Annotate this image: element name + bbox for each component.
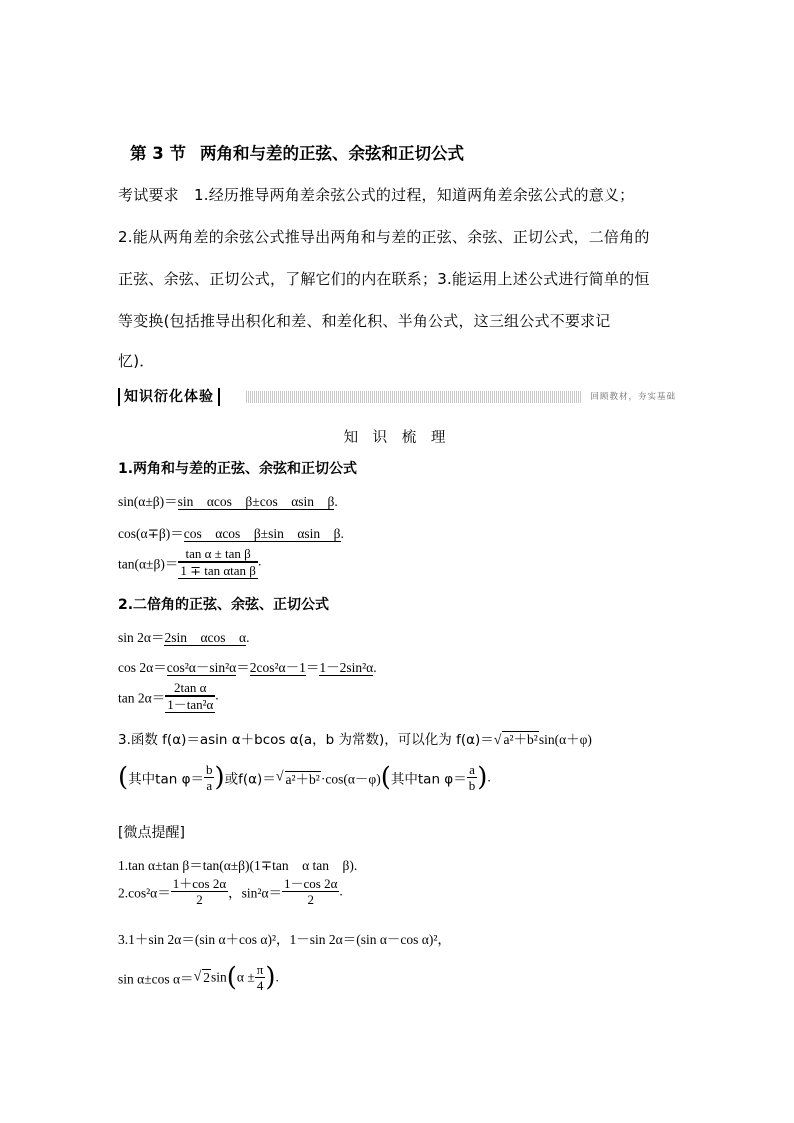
- tip-1: 1.tan α±tan β＝tan(α±β)(1∓tan α tan β).: [118, 858, 358, 873]
- sqrt-icon: √: [275, 769, 284, 785]
- cos-double-lhs: cos 2α＝: [118, 660, 167, 675]
- tip-2-f1-numerator: 1＋cos 2α: [172, 876, 227, 891]
- cos-sum-rhs: cos αcos β±sin αsin β: [183, 526, 341, 541]
- sin-sum-lhs: sin(α±β)＝: [118, 494, 178, 509]
- equals-sign-2: ＝: [305, 660, 320, 675]
- tip-4-fraction: [255, 962, 266, 993]
- tan-sum-lhs: tan(α±β)＝: [118, 556, 179, 572]
- tip-2-f1-denominator: 2: [171, 891, 228, 907]
- formula-sin-sum: sin(α±β)＝sin αcos β±cos αsin β.: [118, 494, 338, 509]
- tip-2-text-a: 2.cos²α＝: [118, 885, 171, 901]
- p3-text-d: 或f(α)＝: [224, 771, 276, 788]
- tan-double-lhs: tan 2α＝: [118, 690, 166, 706]
- p3-f1-numerator: b: [205, 762, 213, 777]
- tips-heading: [微点提醒]: [118, 825, 185, 841]
- left-paren-icon: (: [380, 762, 391, 793]
- tan-sum-denominator: 1 ∓ tan αtan β: [180, 563, 256, 578]
- p3-text-e: ·cos(α－φ): [320, 771, 381, 787]
- tan-double-fraction: [165, 680, 215, 713]
- requirements-line-5: 忆)．: [118, 352, 155, 370]
- sqrt-icon: √: [193, 969, 202, 985]
- tip-2-fraction-2: [282, 876, 339, 907]
- right-paren-icon: ): [214, 762, 225, 793]
- formula-tan-double: tan 2α＝ $\frac{\text{2tan α}}{\text{1－tan²α}}$ .: [118, 680, 219, 712]
- tip-2-fraction-1: [171, 876, 228, 907]
- formula-cos-sum: cos(α∓β)＝cos αcos β±sin αsin β.: [118, 526, 344, 541]
- subheading-1: [118, 458, 357, 478]
- p3-f2-denominator: b: [468, 778, 476, 793]
- tip-4-sqrt: 2: [203, 969, 210, 985]
- equals-sign-1: ＝: [236, 660, 250, 675]
- paragraph-3-line-2: (其中tan φ＝ $\frac{b}{a}$ )或f(α)＝√ a²＋b²·cos(α－φ)(其中tan φ＝ $\frac{a}{b}$ ).: [118, 762, 491, 793]
- left-paren-icon: (: [226, 962, 237, 993]
- page-title: [130, 140, 464, 164]
- tan-double-numerator: 2tan α: [165, 680, 215, 696]
- p3-text-a: 3.函数 f(α)＝asin α＋bcos α(a，b 为常数)，可以化为 f(α)＝: [118, 732, 494, 748]
- p3-f2-numerator: a: [469, 762, 475, 777]
- tan-sum-fraction: [178, 546, 258, 579]
- formula-cos-double: cos 2α＝cos²α－sin²α＝2cos²α－1＝1－2sin²α.: [118, 660, 377, 675]
- tan-sum-numerator: tan α ± tan β: [178, 546, 258, 562]
- tip-4-numerator: π: [256, 962, 264, 977]
- tip-3: 3.1＋sin 2α＝(sin α＋cos α)²，1－sin 2α＝(sin α－cos α)²，: [118, 932, 451, 947]
- sqrt-icon: √: [493, 733, 502, 748]
- tip-4-text-c: α ±: [236, 969, 255, 985]
- cos-double-rhs-c: 1－2sin²α: [319, 660, 374, 675]
- subheading-2-text: 2.二倍角的正弦、余弦、正切公式: [118, 597, 330, 613]
- tip-2-f2-denominator: 2: [282, 891, 339, 907]
- section-number: 第 3 节: [130, 144, 186, 163]
- section-subtitle: 回顾教材，夯实基础: [582, 390, 680, 404]
- tip-4-text-b: sin: [211, 969, 227, 985]
- requirements-line-2: 2.能从两角差的余弦公式推导出两角和与差的正弦、余弦、正切公式，二倍角的: [118, 228, 650, 246]
- p3-text-c: 其中tan φ＝: [128, 771, 204, 788]
- sin-double-lhs: sin 2α＝: [118, 630, 165, 645]
- sin-sum-rhs: sin αcos β±cos αsin β: [177, 494, 335, 509]
- requirements-line-1: 考试要求 1.经历推导两角差余弦公式的过程，知道两角差余弦公式的意义；: [118, 186, 635, 204]
- left-paren-icon: (: [118, 762, 129, 793]
- cos-double-rhs-a: cos²α－sin²α: [166, 660, 237, 675]
- tip-2: 2.cos²α＝ $\frac{1+\cos 2\alpha}{2}$ ，sin²α＝ $\frac{1-\cos 2\alpha}{2}$ .: [118, 876, 343, 907]
- p3-f1-denominator: a: [204, 777, 215, 793]
- p3-text-b: sin(α＋φ): [538, 732, 592, 747]
- formula-tan-sum: tan(α±β)＝ $\frac{\text{tan α ± tan β}}{\text{1 ∓ tan αtan β}}$ .: [118, 546, 262, 578]
- knowledge-heading: 知 识 梳 理: [343, 430, 451, 446]
- tip-2-text-b: ，sin²α＝: [228, 885, 283, 901]
- requirements-line-4: 等变换(包括推导出积化和差、和差化积、半角公式，这三组公式不要求记: [118, 312, 611, 330]
- section-label: 知识衍化体验: [118, 388, 220, 406]
- p3-sqrt-2: a²＋b²: [285, 771, 320, 787]
- p3-fraction-2: [467, 762, 478, 793]
- tan-double-denominator: 1－tan²α: [167, 697, 214, 712]
- tip-4: sin α±cos α＝√ 2sin(α ± $\frac{\pi}{4}$ ).: [118, 962, 279, 993]
- requirements-line-3: 正弦、余弦、正切公式，了解它们的内在联系；3.能运用上述公式进行简单的恒: [118, 270, 650, 288]
- tip-2-f2-numerator: 1－cos 2α: [284, 876, 338, 891]
- cos-sum-lhs: cos(α∓β)＝: [118, 526, 184, 541]
- sin-double-rhs: 2sin αcos α: [164, 630, 247, 645]
- right-paren-icon: ): [477, 762, 488, 793]
- title-text: 两角和与差的正弦、余弦和正切公式: [199, 144, 464, 163]
- p3-text-f: 其中tan φ＝: [390, 771, 467, 788]
- subheading-2: [118, 594, 329, 614]
- p3-sqrt: a²＋b²: [503, 732, 538, 747]
- section-banner: [118, 388, 680, 406]
- paragraph-3-line-1: [118, 728, 592, 749]
- subheading-1-text: 1.两角和与差的正弦、余弦和正切公式: [118, 461, 358, 477]
- right-paren-icon: ): [265, 962, 276, 993]
- cos-double-rhs-b: 2cos²α－1: [249, 660, 306, 675]
- formula-sin-double: sin 2α＝2sin αcos α.: [118, 630, 250, 645]
- p3-fraction-1: [204, 762, 215, 793]
- tip-4-text-a: sin α±cos α＝: [118, 971, 194, 987]
- tip-4-denominator: 4: [255, 977, 266, 993]
